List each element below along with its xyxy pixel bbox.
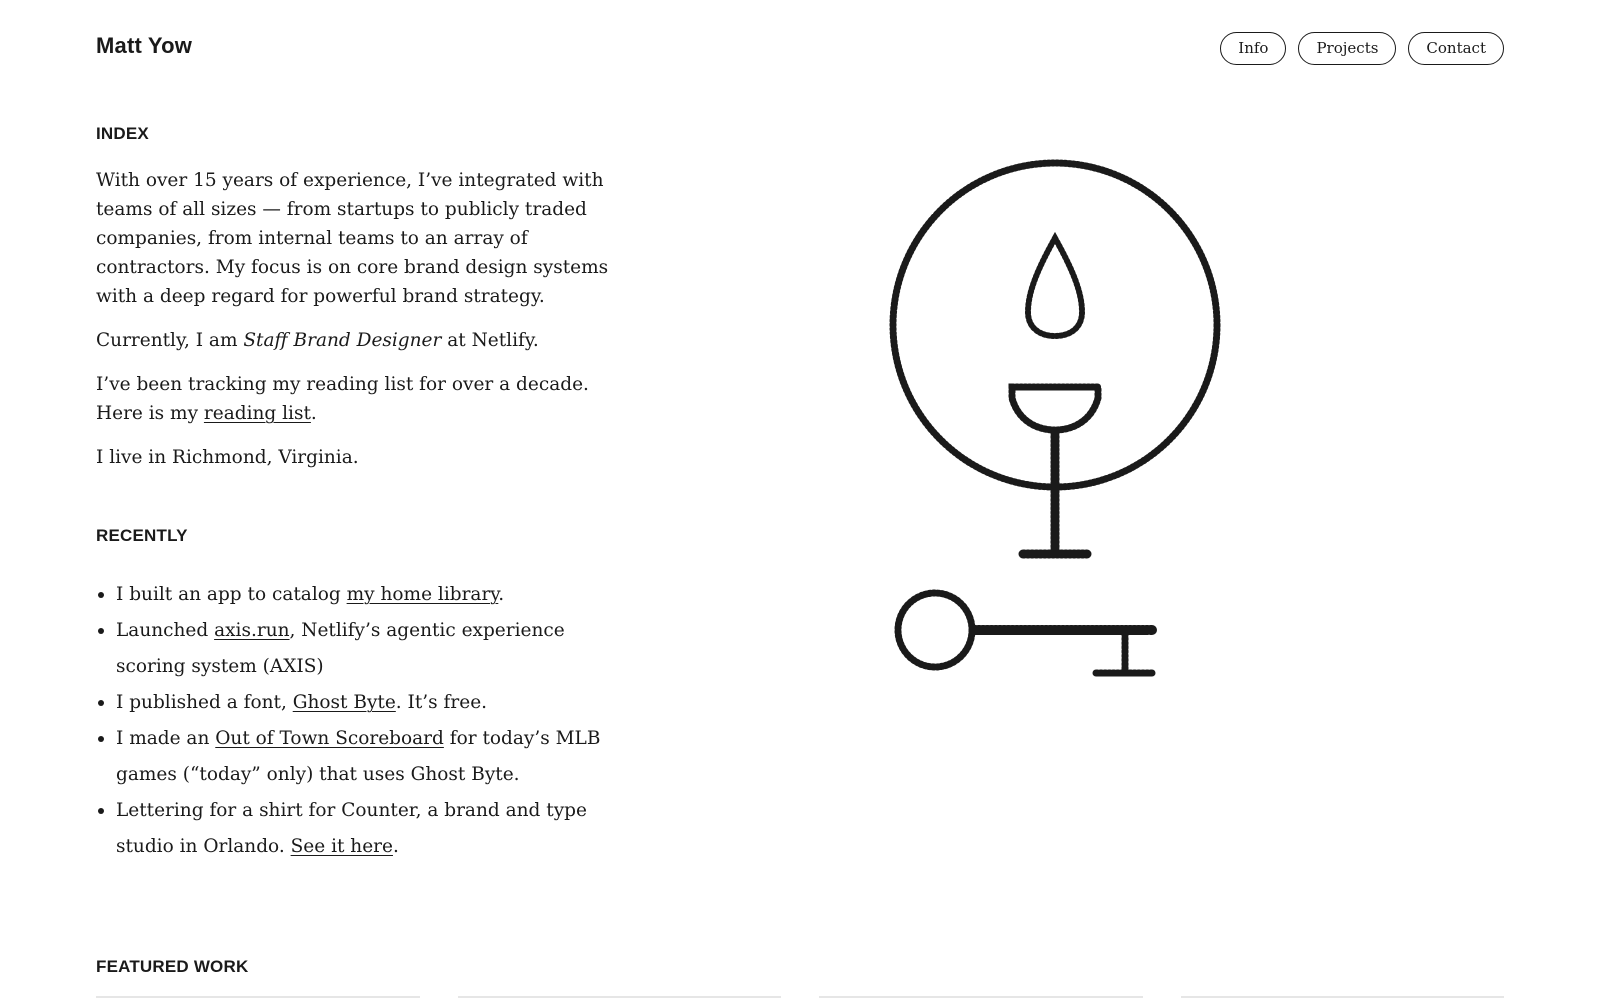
item-text: I published a font,	[116, 692, 293, 713]
item-text: Lettering for a shirt for Counter, a brand and type studio in Orlando.	[116, 800, 587, 857]
item-text: I made an	[116, 728, 216, 749]
axis-run-link[interactable]: axis.run	[214, 620, 290, 641]
item-text: , Netlify’s agentic experience scoring system (AXIS)	[116, 620, 565, 677]
featured-card[interactable]	[1181, 996, 1505, 1000]
list-item	[96, 721, 616, 793]
item-text: .	[392, 836, 399, 857]
list-item	[96, 577, 616, 613]
featured-work-strip	[96, 996, 1504, 1000]
current-role-paragraph	[96, 326, 616, 355]
current-role: Staff Brand Designer	[243, 330, 442, 351]
intro-paragraph: With over 15 years of experience, I’ve integrated with teams of all sizes — from startups to publicly traded companies, from internal teams to an array of contractors. My focus is on core brand design systems with a deep regard for powerful brand strategy.	[96, 170, 609, 307]
list-item	[96, 685, 616, 721]
see-it-here-link[interactable]: See it here	[290, 836, 393, 857]
index-section	[96, 124, 616, 472]
current-suffix: at Netlify.	[441, 330, 539, 351]
main-nav	[1220, 32, 1504, 65]
home-library-link[interactable]: my home library	[346, 584, 499, 605]
featured-card[interactable]	[458, 996, 782, 1000]
index-heading: INDEX	[96, 124, 149, 143]
current-prefix: Currently, I am	[96, 330, 244, 351]
reading-prefix: I’ve been tracking my reading list for over a decade. Here is my	[96, 374, 589, 424]
featured-work-heading: FEATURED WORK	[96, 957, 249, 976]
nav-contact-button[interactable]: Contact	[1408, 32, 1504, 65]
list-item	[96, 793, 616, 865]
item-text: .	[498, 584, 505, 605]
site-title[interactable]: Matt Yow	[96, 33, 193, 58]
featured-card[interactable]	[819, 996, 1143, 1000]
list-item	[96, 613, 616, 685]
scoreboard-link[interactable]: Out of Town Scoreboard	[215, 728, 444, 749]
key-ring	[898, 593, 972, 667]
reading-paragraph	[96, 370, 616, 428]
flame-shape	[1028, 238, 1082, 336]
nav-projects-button[interactable]: Projects	[1298, 32, 1396, 65]
reading-suffix: .	[310, 403, 317, 424]
item-text: . It’s free.	[395, 692, 488, 713]
nav-info-button[interactable]: Info	[1220, 32, 1286, 65]
index-body	[96, 166, 616, 472]
featured-card[interactable]	[96, 996, 420, 1000]
item-text: for today’s MLB games (“today” only) that uses Ghost Byte.	[116, 728, 601, 785]
recently-list	[96, 577, 616, 865]
item-text: I built an app to catalog	[116, 584, 347, 605]
dotted-lamp-and-key-icon	[860, 140, 1260, 700]
reading-list-link[interactable]: reading list	[203, 403, 311, 424]
ghost-byte-link[interactable]: Ghost Byte	[292, 692, 396, 713]
item-text: Launched	[116, 620, 215, 641]
bowl-shape	[1012, 387, 1098, 430]
recently-heading: RECENTLY	[96, 526, 188, 545]
location-paragraph: I live in Richmond, Virginia.	[96, 447, 359, 468]
